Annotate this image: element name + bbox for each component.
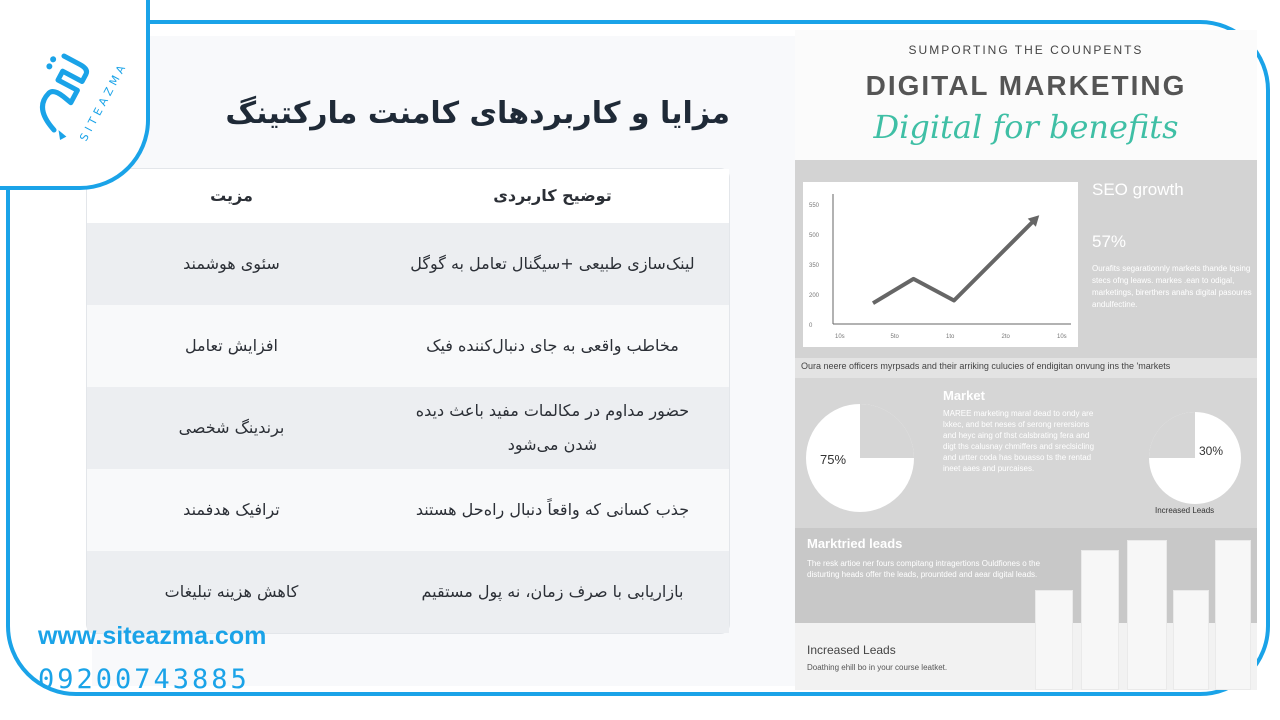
row-description: مخاطب واقعی به جای دنبال‌کننده فیک [426, 336, 679, 355]
chart-x-tick-label: 2to [1001, 334, 1010, 340]
page-title: مزایا و کاربردهای کامنت مارکتینگ [225, 96, 730, 131]
table-row [87, 469, 729, 551]
row-description: جذب کسانی که واقعاً دنبال راه‌حل هستند [415, 500, 690, 519]
column-header-benefit: مزیت [210, 186, 253, 205]
benefits-table [86, 168, 730, 634]
phone-number[interactable]: 09200743885 [38, 664, 250, 695]
pie2-caption: Increased Leads [1155, 506, 1215, 515]
leads-title: Marktried leads [807, 536, 903, 551]
row-description: حضور مداوم در مکالمات مفید باعث دیده شدن می‌شود [415, 401, 690, 454]
seo-growth-text: Ourafits segarationnly markets thande lqsing stecs ofng leaws. markes .ean to odigal, marketings, birerthers anahs digital pasoures andulfectine. [1092, 264, 1252, 309]
market-section [795, 378, 1257, 528]
table-row [87, 551, 729, 633]
infographic-headline: DIGITAL MARKETING [865, 70, 1187, 101]
logo-text: SITEAZMA [77, 59, 130, 144]
row-benefit: ترافیک هدفمند [183, 500, 280, 519]
leads-bar [1081, 550, 1119, 690]
table-row [87, 223, 729, 305]
seo-chart [803, 182, 1078, 347]
infographic-header [795, 30, 1257, 160]
leads-bar [1035, 590, 1073, 690]
seo-growth-percent: 57% [1092, 232, 1127, 251]
infographic-script-title: Digital for benefits [873, 108, 1179, 146]
chart-y-tick-label: 500 [809, 233, 820, 239]
chart-y-tick-label: 550 [809, 203, 820, 209]
chart-y-tick-label: 350 [809, 263, 820, 269]
seo-growth-title: SEO growth [1092, 180, 1184, 199]
table-row [87, 387, 729, 469]
market-band-text: Oura neere officers myrpsads and their arriking culucies of endigitan onvung ins the 'markets [801, 361, 1171, 371]
row-benefit: کاهش هزینه تبلیغات [164, 582, 299, 601]
siteazma-logo-icon [12, 30, 130, 160]
market-title: Market [943, 388, 985, 403]
table-row [87, 305, 729, 387]
increased-leads-title: Increased Leads [807, 643, 896, 657]
chart-x-tick-label: 1to [946, 334, 955, 340]
leads-bar [1215, 540, 1251, 690]
row-benefit: افزایش تعامل [184, 336, 278, 355]
market-band [795, 358, 1257, 378]
row-benefit: سئوی هوشمند [183, 254, 280, 273]
seo-line-chart [803, 182, 1078, 347]
leads-text: The resk artioe ner fours compitang intragertions Ouldfiones o the disturting heads offer the leads, prountded and aear digital leads. [807, 559, 1041, 579]
leads-bar [1173, 590, 1209, 690]
row-description: بازاریابی با صرف زمان، نه پول مستقیم [421, 582, 684, 601]
increased-leads-text: Doathing ehill bo in your course leatket. [807, 663, 948, 672]
row-benefit: برندینگ شخصی [178, 418, 285, 437]
pie1-percent: 75% [820, 452, 847, 467]
pie-slice-gap-2 [1149, 412, 1195, 458]
infographic-image [795, 30, 1257, 690]
row-description: لینک‌سازی طبیعی +سیگنال تعامل به گوگل [410, 254, 695, 273]
leads-bar [1127, 540, 1167, 690]
website-link[interactable]: www.siteazma.com [38, 622, 267, 650]
chart-series-line [873, 220, 1035, 304]
seo-section [795, 160, 1257, 358]
infographic-supporting-text: SUMPORTING THE COUNPENTS [908, 43, 1144, 57]
chart-x-tick-label: 5to [890, 334, 899, 340]
pie-slice-gap [860, 404, 914, 458]
chart-x-tick-label: 10s [835, 334, 845, 340]
column-header-description: توضیح کاربردی [493, 186, 612, 205]
chart-y-tick-label: 200 [809, 293, 820, 299]
chart-x-tick-label: 10s [1057, 334, 1067, 340]
table-header-row [87, 169, 729, 223]
pie2-percent: 30% [1199, 444, 1224, 458]
chart-y-tick-label: 0 [809, 323, 813, 329]
logo-badge[interactable] [0, 0, 150, 190]
market-text: MAREE marketing maral dead to ondy are lxkec, and bet neses of serong rerersions and heyc aing of thst calsbrating fera and digt ths calusnay chmiffers and sreclsicling and urtter coda has bouasso ts the rentad ineet aaes and purcaises. [943, 409, 1095, 473]
